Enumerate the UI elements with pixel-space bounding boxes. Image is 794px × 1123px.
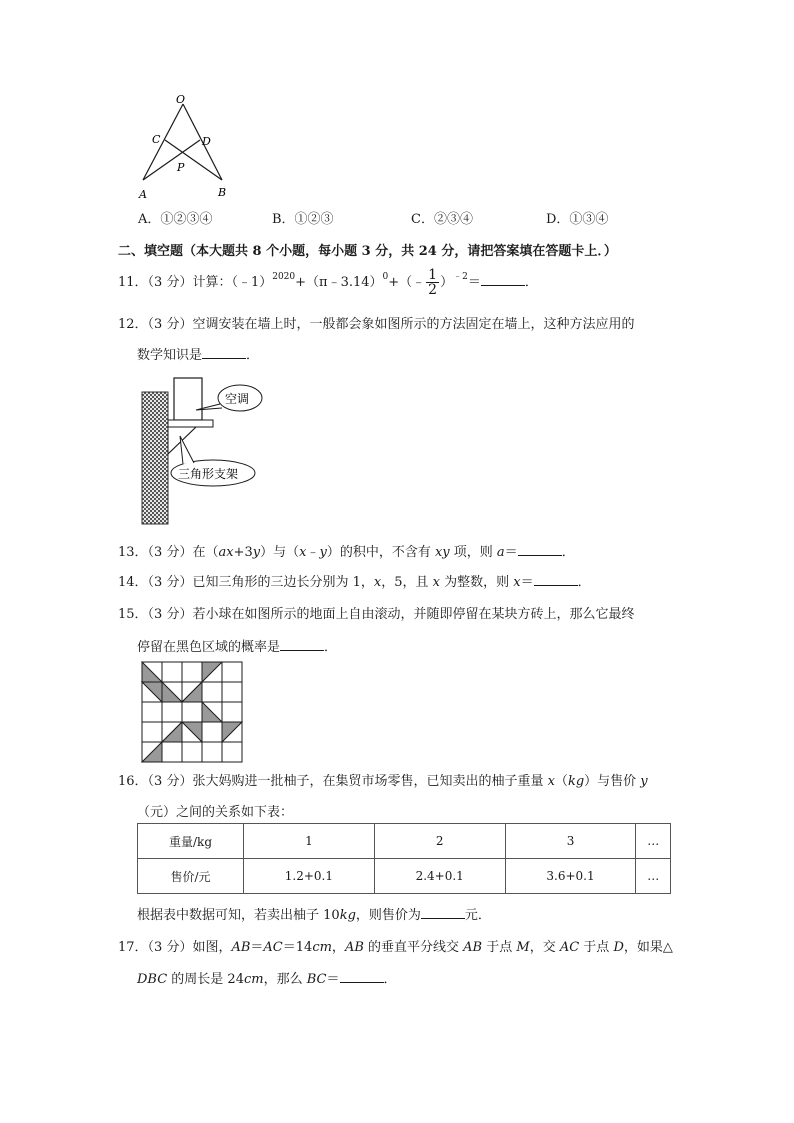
q10-option-b: B．①②③ bbox=[272, 212, 334, 227]
q11-exp2: 0 bbox=[382, 272, 389, 282]
q11-answer-blank bbox=[481, 273, 525, 286]
q11-score: （3 分） bbox=[147, 275, 193, 290]
table-cell: 1 bbox=[244, 824, 375, 859]
label-O: O bbox=[176, 93, 186, 106]
q14-line: 14．（3 分）已知三角形的三边长分别为 1，x，5，且 x 为整数，则 x＝ ． bbox=[118, 575, 591, 590]
table-cell: 重量/kg bbox=[138, 824, 244, 859]
q13-answer-blank bbox=[518, 543, 562, 556]
q11-number: 11． bbox=[118, 275, 148, 290]
table-cell: 3.6+0.1 bbox=[505, 859, 636, 894]
q16-line2: （元）之间的关系如下表： bbox=[137, 805, 294, 820]
section2-heading: 二、填空题（本大题共 8 个小题，每小题 3 分，共 24 分，请把答案填在答题卡上．） bbox=[118, 244, 617, 259]
q11-end: ． bbox=[524, 275, 538, 290]
q10-option-c: C．②③④ bbox=[411, 212, 473, 227]
q16-table bbox=[137, 823, 671, 894]
q15-answer-blank bbox=[280, 638, 324, 651]
q11-close: ） bbox=[440, 275, 454, 290]
q12-line2-end: ． bbox=[246, 348, 260, 363]
table-row bbox=[138, 824, 671, 859]
table-cell: … bbox=[636, 824, 671, 859]
q11-prefix: 计算：（﹣1） bbox=[192, 275, 273, 290]
q16-after-table: 根据表中数据可知，若卖出柚子 10kg，则售价为 元． bbox=[137, 908, 491, 923]
q12-line2-pre: 数学知识是 bbox=[137, 348, 203, 363]
table-cell: 3 bbox=[505, 824, 636, 859]
q15-line2: 停留在黑色区域的概率是 ． bbox=[137, 640, 338, 655]
ac-label: 空调 bbox=[225, 392, 250, 406]
table-cell: … bbox=[636, 859, 671, 894]
shelf bbox=[168, 420, 213, 427]
wall bbox=[142, 392, 168, 524]
bracket-label: 三角形支架 bbox=[178, 467, 239, 481]
q16-line1: 16．（3 分）张大妈购进一批柚子，在集贸市场零售，已知卖出的柚子重量 x（kg）与售价 y bbox=[118, 774, 648, 789]
q17-line1: 17．（3 分）如图，AB＝AC＝14cm，AB 的垂直平分线交 AB 于点 M，交 AC 于点 D，如果△ bbox=[118, 940, 673, 955]
q17-line2: DBC 的周长是 24cm，那么 BC＝ ． bbox=[137, 972, 397, 987]
q15-tile-floor-figure bbox=[140, 660, 244, 764]
q11-line bbox=[118, 268, 538, 297]
q11-eq: ＝ bbox=[467, 275, 481, 290]
q11-mid2: +（﹣ bbox=[388, 275, 426, 290]
table-row bbox=[138, 859, 671, 894]
q16-answer-blank bbox=[421, 906, 465, 919]
q12-answer-blank bbox=[202, 346, 246, 359]
q17-answer-blank bbox=[340, 970, 384, 983]
q10-option-a: A．①②③④ bbox=[138, 212, 213, 227]
q11-fraction bbox=[426, 268, 439, 297]
q10-triangle-figure bbox=[130, 92, 240, 202]
label-B: B bbox=[218, 186, 227, 199]
table-cell: 2 bbox=[374, 824, 505, 859]
table-cell: 售价/元 bbox=[138, 859, 244, 894]
q14-answer-blank bbox=[534, 573, 578, 586]
table-cell: 1.2+0.1 bbox=[244, 859, 375, 894]
q12-line2 bbox=[137, 344, 259, 363]
q11-mid: +（π﹣3.14） bbox=[295, 275, 383, 290]
label-D: D bbox=[202, 135, 211, 148]
q11-exp1: 2020 bbox=[272, 272, 296, 282]
q11-frac-num: 1 bbox=[428, 267, 438, 283]
q10-option-d: D．①③④ bbox=[546, 212, 609, 227]
q11-frac-den: 2 bbox=[428, 282, 438, 298]
q12-air-conditioner-figure bbox=[138, 374, 268, 526]
label-P: P bbox=[177, 161, 185, 174]
q13-line: 13．（3 分）在（ax+3y）与（x﹣y）的积中，不含有 xy 项，则 a＝ ． bbox=[118, 545, 575, 560]
label-C: C bbox=[152, 133, 161, 146]
ac-unit bbox=[174, 378, 202, 420]
table-cell: 2.4+0.1 bbox=[374, 859, 505, 894]
label-A: A bbox=[139, 188, 147, 201]
q15-line1: 15．（3 分）若小球在如图所示的地面上自由滚动，并随即停留在某块方砖上，那么它最终 bbox=[118, 607, 635, 622]
q11-exp3: ﹣2 bbox=[453, 272, 468, 282]
q12-line1: 12．（3 分）空调安装在墙上时，一般都会象如图所示的方法固定在墙上，这种方法应用的 bbox=[118, 317, 635, 332]
